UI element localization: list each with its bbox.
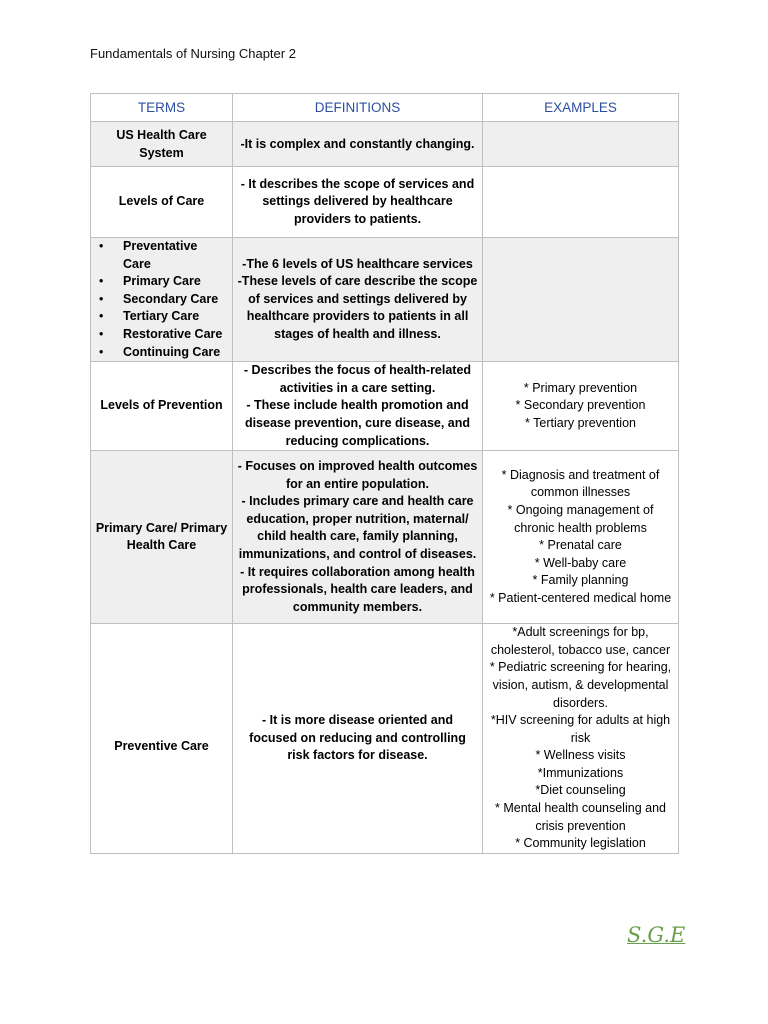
definition-line: - Focuses on improved health outcomes for an entire population. [237, 458, 478, 491]
table-row [91, 122, 679, 167]
definition-cell [233, 624, 483, 854]
definition-cell [233, 451, 483, 624]
definition-line: - These include health promotion and disease prevention, cure disease, and reducing complications. [244, 398, 471, 448]
definition-cell [233, 238, 483, 362]
column-header-definitions: DEFINITIONS [233, 94, 483, 122]
term-cell: Preventive Care [91, 624, 233, 854]
example-line: * Mental health counseling and crisis prevention [495, 801, 666, 833]
list-item: • Tertiary Care [119, 308, 228, 326]
signature-initials: S.G.E [627, 923, 686, 947]
example-line: *Immunizations [537, 765, 624, 780]
column-header-terms: TERMS [91, 94, 233, 122]
list-item: • Preventative Care [99, 239, 198, 271]
example-line: * Tertiary prevention [525, 415, 636, 430]
term-list-cell [91, 238, 233, 362]
definition-line: -It is complex and constantly changing. [240, 136, 475, 151]
example-line: * Community legislation [515, 836, 646, 851]
example-line: * Diagnosis and treatment of common illnesses [501, 467, 660, 500]
terms-table [90, 93, 679, 854]
term-cell: Primary Care/ Primary Health Care [91, 451, 233, 624]
definition-line: - Describes the focus of health-related activities in a care setting. [243, 363, 472, 395]
definition-line: - It requires collaboration among health professionals, health care leaders, and community members. [240, 564, 475, 614]
example-line: * Secondary prevention [515, 398, 646, 413]
care-levels-list [95, 238, 228, 361]
example-line: * Prenatal care [539, 538, 622, 553]
example-line: * Well-baby care [534, 555, 627, 570]
table-row [91, 362, 679, 451]
table-row [91, 451, 679, 624]
term-cell: US Health Care System [91, 122, 233, 167]
definition-line: -These levels of care describe the scope of services and settings delivered by healthcare providers to patients in all stages of health and illness. [237, 274, 478, 341]
example-line: *Diet counseling [535, 783, 626, 798]
definition-line: -The 6 levels of US healthcare services [242, 256, 473, 271]
definition-line: - It describes the scope of services and settings delivered by healthcare providers to patients. [240, 176, 475, 226]
list-item: • Continuing Care [119, 344, 228, 362]
bullet-icon: • [99, 274, 104, 289]
list-item: • Primary Care [119, 273, 228, 291]
definition-line: - Includes primary care and health care education, proper nutrition, maternal/ child health care, family planning, immunizations, and control of diseases. [238, 494, 477, 561]
examples-cell [483, 362, 679, 451]
example-line: * Primary prevention [523, 380, 638, 395]
example-line: * Family planning [532, 573, 629, 588]
examples-cell [483, 122, 679, 167]
examples-cell [483, 624, 679, 854]
list-item: • Restorative Care [119, 326, 228, 344]
bullet-icon: • [99, 326, 104, 341]
example-line: * Ongoing management of chronic health problems [507, 502, 654, 535]
example-line: * Patient-centered medical home [489, 590, 672, 605]
definition-cell [233, 122, 483, 167]
document-header: Fundamentals of Nursing Chapter 2 [90, 46, 296, 61]
example-line: *HIV screening for adults at high risk [490, 713, 671, 745]
list-item: • Secondary Care [119, 291, 228, 309]
bullet-icon: • [99, 239, 104, 253]
example-line: * Pediatric screening for hearing, vision, autism, & developmental disorders. [489, 660, 672, 710]
table-header-row [91, 94, 679, 122]
bullet-icon: • [99, 309, 104, 324]
term-cell: Levels of Care [91, 167, 233, 238]
examples-cell [483, 451, 679, 624]
table-row [91, 624, 679, 854]
example-line: *Adult screenings for bp, cholesterol, tobacco use, cancer [490, 625, 671, 657]
examples-cell [483, 238, 679, 362]
bullet-icon: • [99, 344, 104, 359]
definition-cell [233, 167, 483, 238]
bullet-icon: • [99, 291, 104, 306]
examples-cell [483, 167, 679, 238]
table-row [91, 238, 679, 362]
term-cell: Levels of Prevention [91, 362, 233, 451]
example-line: * Wellness visits [535, 748, 626, 763]
table-row [91, 167, 679, 238]
column-header-examples: EXAMPLES [483, 94, 679, 122]
definition-cell [233, 362, 483, 451]
definition-line: - It is more disease oriented and focused on reducing and controlling risk factors for disease. [249, 713, 466, 763]
